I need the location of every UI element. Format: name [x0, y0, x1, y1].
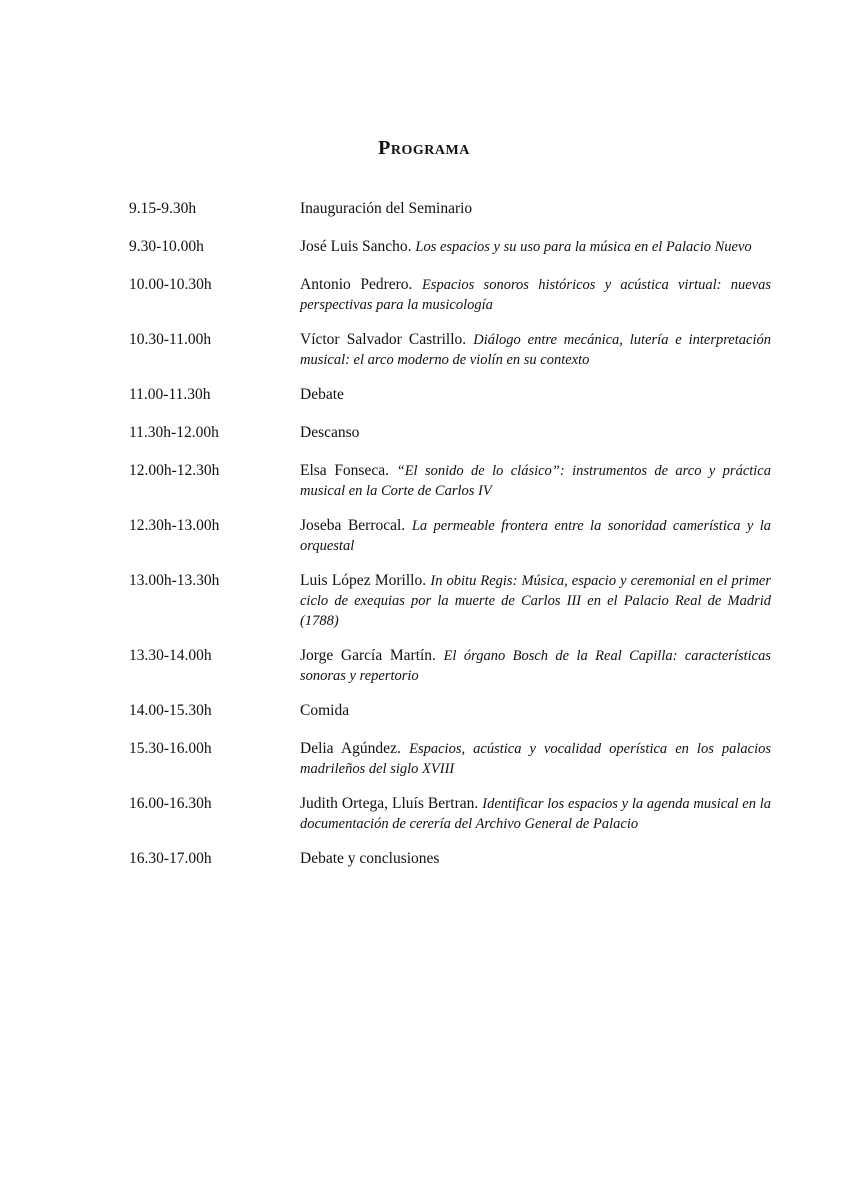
schedule-talk-title: In obitu Regis: Música, espacio y ceremonial en el primer ciclo de exequias por la muerte de Carlos III en el Palacio Real de Madrid (1788): [300, 573, 772, 629]
schedule-description: [300, 273, 771, 315]
schedule-time: 12.30h-13.00h: [129, 517, 220, 534]
schedule-row: [129, 569, 771, 631]
schedule-row: [129, 737, 771, 779]
schedule-time: 16.30-17.00h: [129, 850, 212, 867]
schedule-row: [129, 383, 771, 405]
schedule-description: [300, 569, 771, 631]
schedule-time: 10.30-11.00h: [129, 331, 212, 348]
schedule-talk-title: Espacios, acústica y vocalidad operística en los palacios madrileños del siglo XVIII: [300, 741, 772, 777]
schedule-row: [129, 459, 771, 501]
schedule-description: [300, 421, 771, 443]
schedule-speaker: Descanso: [300, 424, 360, 441]
schedule-time: 11.30h-12.00h: [129, 424, 219, 441]
schedule-speaker: Comida: [300, 702, 350, 719]
schedule-row: [129, 273, 771, 315]
schedule-description: [300, 792, 771, 834]
schedule-list: [129, 197, 771, 885]
schedule-row: [129, 235, 771, 257]
schedule-talk-title: El órgano Bosch de la Real Capilla: características sonoras y repertorio: [300, 648, 772, 684]
schedule-talk-title: Espacios sonoros históricos y acústica virtual: nuevas perspectivas para la musicología: [300, 277, 772, 313]
schedule-time: 12.00h-12.30h: [129, 462, 220, 479]
schedule-time: 9.15-9.30h: [129, 200, 197, 217]
schedule-row: [129, 514, 771, 556]
schedule-row: [129, 792, 771, 834]
schedule-row: [129, 699, 771, 721]
schedule-time: 14.00-15.30h: [129, 702, 212, 719]
schedule-speaker: Antonio Pedrero.: [300, 276, 413, 293]
schedule-description: [300, 197, 771, 219]
schedule-time: 9.30-10.00h: [129, 238, 204, 255]
schedule-time: 13.30-14.00h: [129, 647, 212, 664]
schedule-row: [129, 644, 771, 686]
schedule-talk-title: Los espacios y su uso para la música en el Palacio Nuevo: [415, 239, 752, 255]
schedule-row: [129, 847, 771, 869]
schedule-description: [300, 235, 771, 257]
schedule-description: [300, 328, 771, 370]
schedule-description: [300, 514, 771, 556]
schedule-speaker: José Luis Sancho.: [300, 238, 412, 255]
schedule-talk-title: “El sonido de lo clásico”: instrumentos de arco y práctica musical en la Corte de Carlos IV: [300, 463, 771, 499]
schedule-time: 15.30-16.00h: [129, 740, 212, 757]
schedule-description: [300, 737, 771, 779]
schedule-speaker: Luis López Morillo.: [300, 572, 427, 589]
schedule-description: [300, 644, 771, 686]
schedule-talk-title: La permeable frontera entre la sonoridad camerística y la orquestal: [300, 518, 772, 554]
schedule-speaker: Delia Agúndez.: [300, 740, 401, 757]
schedule-speaker: Debate: [300, 386, 344, 403]
schedule-time: 11.00-11.30h: [129, 386, 211, 403]
schedule-speaker: Joseba Berrocal.: [300, 517, 406, 534]
schedule-speaker: Jorge García Martín.: [300, 647, 436, 664]
schedule-talk-title: Identificar los espacios y la agenda musical en la documentación de cerería del Archivo General de Palacio: [300, 796, 771, 832]
schedule-speaker: Judith Ortega, Lluís Bertran.: [300, 795, 479, 812]
page-title: Programa: [378, 137, 470, 160]
schedule-talk-title: Diálogo entre mecánica, lutería e interpretación musical: el arco moderno de violín en su contexto: [300, 332, 771, 368]
schedule-speaker: Debate y conclusiones: [300, 850, 440, 867]
schedule-description: [300, 699, 771, 721]
schedule-time: 13.00h-13.30h: [129, 572, 220, 589]
schedule-description: [300, 847, 771, 869]
schedule-row: [129, 421, 771, 443]
schedule-speaker: Víctor Salvador Castrillo.: [300, 331, 467, 348]
schedule-time: 16.00-16.30h: [129, 795, 212, 812]
schedule-time: 10.00-10.30h: [129, 276, 212, 293]
schedule-speaker: Elsa Fonseca.: [300, 462, 389, 479]
schedule-row: [129, 197, 771, 219]
schedule-description: [300, 459, 771, 501]
schedule-description: [300, 383, 771, 405]
schedule-row: [129, 328, 771, 370]
schedule-speaker: Inauguración del Seminario: [300, 200, 473, 217]
